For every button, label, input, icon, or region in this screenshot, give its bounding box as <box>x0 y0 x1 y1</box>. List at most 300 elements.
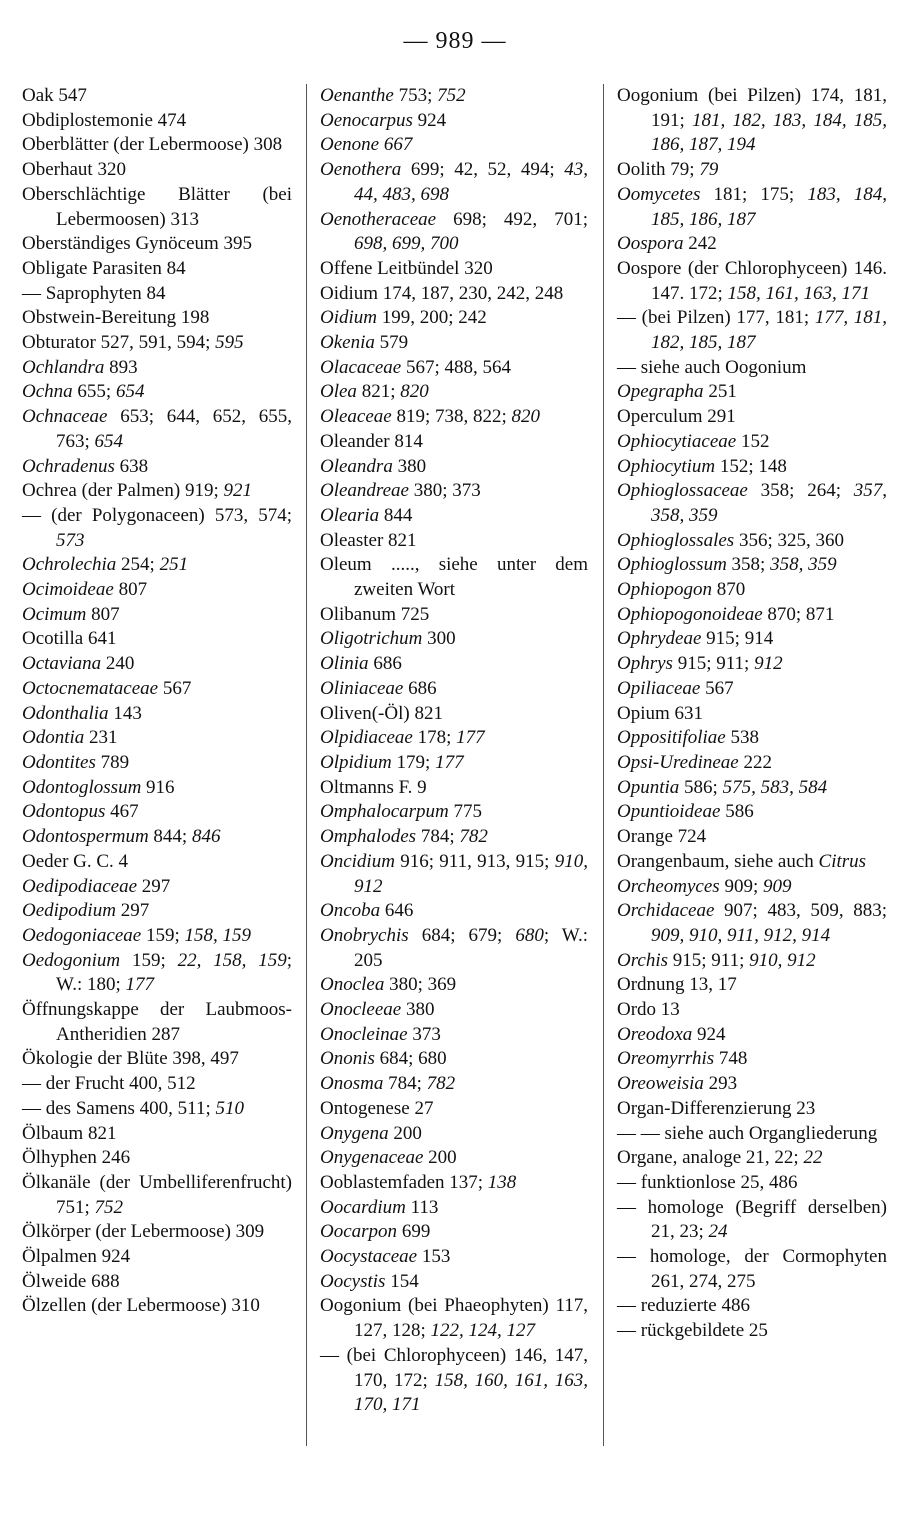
entry-text: 807 <box>86 603 120 625</box>
entry-text: 698, 699, 700 <box>354 233 459 255</box>
entry-text: ; W.: 180; <box>56 949 292 996</box>
entry-text: 181; 175; <box>700 183 808 205</box>
entry-text: Ölkanäle (der Umbelliferenfrucht) 751; <box>22 1171 292 1218</box>
entry-text: 909 <box>762 875 792 897</box>
entry-text: Ochrea (der Palmen) 919; <box>22 480 224 502</box>
index-entry <box>22 158 292 183</box>
entry-text: — des Samens 400, 511; <box>22 1097 216 1119</box>
entry-text: Oreomyrrhis <box>617 1048 715 1070</box>
entry-text: Opiliaceae <box>617 677 701 699</box>
entry-text: 579 <box>374 332 409 354</box>
index-entry <box>320 1270 588 1295</box>
entry-text: 138 <box>487 1171 517 1193</box>
index-entry <box>320 850 588 899</box>
index-entry <box>320 331 588 356</box>
index-entry <box>617 158 887 183</box>
entry-text: — siehe auch Oogonium <box>617 356 807 378</box>
entry-text: Oligotrichum <box>320 628 423 650</box>
index-entry <box>320 1122 588 1147</box>
entry-text: Oocardium <box>320 1196 406 1218</box>
column-divider <box>603 84 604 1446</box>
entry-text: Oenone <box>320 134 380 156</box>
entry-text: ; W.: 205 <box>354 924 588 971</box>
entry-text: 242 <box>683 233 717 255</box>
entry-text: 752 <box>94 1196 124 1218</box>
entry-text: 870; 871 <box>762 603 835 625</box>
index-entry <box>617 1047 887 1072</box>
entry-text: 915; 911; <box>672 653 755 675</box>
entry-text: Oncidium <box>320 850 395 872</box>
entry-text: Oocystis <box>320 1270 386 1292</box>
entry-text: Oleandreae <box>320 480 409 502</box>
entry-text: Oedipodiaceae <box>22 875 138 897</box>
index-entry <box>22 331 292 356</box>
index-entry <box>617 973 887 998</box>
entry-text: 916; 911, 913, 915; <box>394 850 555 872</box>
index-entry <box>22 1146 292 1171</box>
entry-text: Orcheomyces <box>617 875 720 897</box>
index-entry <box>320 109 588 134</box>
entry-text: Oppositifoliae <box>617 727 726 749</box>
entry-text: — (der Polygonaceen) 573, 574; <box>22 504 292 526</box>
index-entry <box>617 553 887 578</box>
entry-text: Orchis <box>617 949 669 971</box>
index-entry <box>22 1220 292 1245</box>
entry-text: Onoclea <box>320 974 385 996</box>
entry-text: Ophrys <box>617 653 673 675</box>
entry-text: Öffnungskappe der Laubmoos-Antheridien 287 <box>22 999 292 1045</box>
index-column-2 <box>320 84 588 1418</box>
entry-text: 915; 911; <box>668 949 750 971</box>
entry-text: 43, 44, 483, 698 <box>354 159 588 205</box>
entry-text: 297 <box>137 875 171 897</box>
index-entry <box>320 1146 588 1171</box>
entry-text: — reduzierte 486 <box>617 1295 750 1317</box>
entry-text: Oocarpon <box>320 1221 398 1243</box>
entry-text: 251 <box>703 381 737 403</box>
entry-text: Organ-Differenzierung 23 <box>617 1097 816 1119</box>
index-entry <box>617 1196 887 1245</box>
entry-text: 183, 184, 185, 186, 187 <box>651 183 888 230</box>
entry-text: 921 <box>223 480 253 502</box>
index-entry <box>617 578 887 603</box>
entry-text: Odontia <box>22 727 85 749</box>
index-entry <box>617 306 887 355</box>
entry-text: 158, 160, 161, 163, 170, 171 <box>354 1369 589 1416</box>
index-entry <box>22 504 292 553</box>
entry-text: Olpidium <box>320 751 392 773</box>
index-entry <box>617 1294 887 1319</box>
index-column-3 <box>617 84 887 1344</box>
index-entry <box>22 1122 292 1147</box>
entry-text: 910, 912 <box>749 949 816 971</box>
entry-text: Ochna <box>22 381 73 403</box>
entry-text: Odontites <box>22 751 96 773</box>
index-entry <box>320 627 588 652</box>
entry-text: Ölhyphen 246 <box>22 1147 131 1169</box>
entry-text: 907; 483, 509, 883; <box>714 900 887 922</box>
entry-text: Onobrychis <box>320 924 409 946</box>
entry-text: 844; <box>148 826 192 848</box>
page-number: — 989 — <box>403 28 507 54</box>
entry-text: Oospora <box>617 233 684 255</box>
index-entry <box>22 306 292 331</box>
entry-text: — Saprophyten 84 <box>22 282 166 304</box>
index-entry <box>617 232 887 257</box>
entry-text: Oberblätter (der Lebermoose) 308 <box>22 134 283 156</box>
index-entry <box>320 652 588 677</box>
entry-text: 251 <box>159 554 189 576</box>
entry-text: Odontospermum <box>22 826 149 848</box>
entry-text: 373 <box>407 1023 441 1045</box>
entry-text: 567 <box>700 677 734 699</box>
entry-text: Oleaster 821 <box>320 529 417 551</box>
entry-text: Oenotheraceae <box>320 208 437 230</box>
entry-text: Offene Leitbündel 320 <box>320 257 493 279</box>
index-entry <box>22 776 292 801</box>
index-entry <box>617 825 887 850</box>
entry-text: Oberständiges Gynöceum 395 <box>22 233 253 255</box>
entry-text: Ononis <box>320 1048 375 1070</box>
entry-text: 357, 358, 359 <box>651 480 887 526</box>
entry-text: 667 <box>383 134 413 156</box>
index-entry <box>320 1171 588 1196</box>
entry-text: Olinia <box>320 653 369 675</box>
index-entry <box>22 232 292 257</box>
index-entry <box>320 1047 588 1072</box>
entry-text: Onosma <box>320 1073 384 1095</box>
entry-text: 699 <box>397 1221 431 1243</box>
index-entry <box>22 455 292 480</box>
entry-text: 653; 644, 652, 655, 763; <box>56 406 292 452</box>
index-entry <box>22 405 292 454</box>
entry-text: Oidium 174, 187, 230, 242, 248 <box>320 282 564 304</box>
entry-text: 538 <box>725 727 759 749</box>
entry-text: Orangenbaum, siehe auch <box>617 850 819 872</box>
entry-text: Opegrapha <box>617 381 704 403</box>
entry-text: Ontogenese 27 <box>320 1097 434 1119</box>
entry-text: Ophioglossum <box>617 554 727 576</box>
index-entry <box>320 899 588 924</box>
entry-text: 586; <box>679 776 723 798</box>
entry-text: 748 <box>714 1048 748 1070</box>
entry-text: Onygena <box>320 1122 389 1144</box>
index-column-1 <box>22 84 292 1319</box>
index-entry <box>22 1294 292 1319</box>
index-entry <box>617 356 887 381</box>
entry-text: 686 <box>403 677 437 699</box>
entry-text: 819; 738, 822; <box>391 406 512 428</box>
entry-text: 567 <box>158 677 192 699</box>
index-entry <box>22 109 292 134</box>
index-entry <box>22 1270 292 1295</box>
entry-text: 22 <box>803 1147 823 1169</box>
entry-text: Odonthalia <box>22 702 109 724</box>
entry-text: 924 <box>692 1023 726 1045</box>
entry-text: Orange 724 <box>617 826 707 848</box>
entry-text: Operculum 291 <box>617 406 736 428</box>
entry-text: 752 <box>437 85 466 106</box>
entry-text: Oreoweisia <box>617 1073 704 1095</box>
entry-text: Ophioglossales <box>617 529 735 551</box>
entry-text: Ölweide 688 <box>22 1270 120 1292</box>
entry-text: 698; 492, 701; <box>436 208 588 230</box>
index-entry <box>617 603 887 628</box>
entry-text: 686 <box>368 653 402 675</box>
index-entry <box>617 1319 887 1344</box>
index-entry <box>320 1097 588 1122</box>
index-entry <box>320 1294 588 1343</box>
entry-text: Oltmanns F. 9 <box>320 776 427 798</box>
entry-text: Omphalodes <box>320 826 417 848</box>
entry-text: 784; <box>383 1073 427 1095</box>
entry-text: 910, 912 <box>354 850 588 897</box>
entry-text: 297 <box>115 900 150 922</box>
entry-text: 646 <box>380 900 414 922</box>
entry-text: — homologe, der Cormophyten 261, 274, 275 <box>617 1246 887 1292</box>
entry-text: Oreodoxa <box>617 1023 693 1045</box>
entry-text: Citrus <box>818 850 867 872</box>
index-entry <box>320 479 588 504</box>
entry-text: Obdiplostemonie 474 <box>22 109 187 131</box>
index-entry <box>320 430 588 455</box>
index-entry <box>22 1072 292 1097</box>
index-entry <box>22 652 292 677</box>
entry-text: — — siehe auch Organgliederung <box>617 1122 878 1144</box>
entry-text: Orchidaceae <box>617 900 715 922</box>
entry-text: 915; 914 <box>701 628 774 650</box>
index-entry <box>22 578 292 603</box>
index-entry <box>22 1245 292 1270</box>
entry-text: Oospore (der Chlorophyceen) 146. 147. 172; <box>617 257 887 304</box>
index-entry <box>617 455 887 480</box>
entry-text: Ophrydeae <box>617 628 702 650</box>
entry-text: Obturator 527, 591, 594; <box>22 332 216 354</box>
index-entry <box>617 702 887 727</box>
index-entry <box>320 1023 588 1048</box>
index-entry <box>320 677 588 702</box>
entry-text: 909; <box>719 875 763 897</box>
entry-text: 844 <box>379 504 413 526</box>
entry-text: Ölbaum 821 <box>22 1122 117 1144</box>
entry-text: Ophioglossaceae <box>617 480 748 502</box>
entry-text: 179; <box>391 751 436 773</box>
entry-text: 916 <box>141 776 175 798</box>
index-entry <box>320 504 588 529</box>
entry-text: Olacaceae <box>320 356 402 378</box>
entry-text: Oidium <box>320 307 377 329</box>
index-entry <box>22 627 292 652</box>
entry-text: 573 <box>56 529 85 551</box>
entry-text: Opuntia <box>617 776 680 798</box>
index-entry <box>617 652 887 677</box>
entry-text: Organe, analoge 21, 22; <box>617 1147 804 1169</box>
entry-text: Octaviana <box>22 653 102 675</box>
entry-text: — rückgebildete 25 <box>617 1320 768 1342</box>
entry-text: Oenothera <box>320 159 402 181</box>
index-entry <box>617 726 887 751</box>
entry-text: Oleander 814 <box>320 430 423 452</box>
entry-text: 24 <box>708 1221 728 1243</box>
index-entry <box>617 380 887 405</box>
entry-text: Ökologie der Blüte 398, 497 <box>22 1048 239 1070</box>
index-entry <box>617 627 887 652</box>
entry-text: 159; <box>141 924 185 946</box>
index-entry <box>22 1171 292 1220</box>
entry-text: 178; <box>412 727 457 749</box>
column-divider <box>306 84 307 1446</box>
entry-text: Oleandra <box>320 455 393 477</box>
index-entry <box>320 825 588 850</box>
entry-text: Oogonium (bei Pilzen) 174, 181, 191; <box>617 85 887 131</box>
index-entry <box>22 133 292 158</box>
index-entry <box>617 677 887 702</box>
entry-text: 177, 181, 182, 185, 187 <box>651 307 887 354</box>
index-entry <box>617 183 887 232</box>
entry-text: 586 <box>720 801 754 823</box>
entry-text: Oomycetes <box>617 183 701 205</box>
index-entry <box>320 800 588 825</box>
entry-text: 924 <box>412 109 447 131</box>
entry-text: 467 <box>105 801 139 823</box>
entry-text: 654 <box>94 430 124 452</box>
index-entry <box>617 899 887 948</box>
entry-text: 380 <box>401 999 435 1021</box>
entry-text: 684; 679; <box>408 924 516 946</box>
entry-text: 380 <box>392 455 427 477</box>
entry-text: — (bei Chlorophyceen) 146, 147, 170, 172; <box>320 1344 588 1391</box>
index-entry <box>617 1122 887 1147</box>
entry-text: Ölzellen (der Lebermoose) 310 <box>22 1295 260 1317</box>
entry-text: 200 <box>388 1122 422 1144</box>
index-entry <box>617 800 887 825</box>
index-entry <box>320 702 588 727</box>
entry-text: 152 <box>736 430 770 452</box>
entry-text: 380; 373 <box>409 480 481 502</box>
entry-text: Odontoglossum <box>22 776 142 798</box>
entry-text: 158, 161, 163, 171 <box>727 282 871 304</box>
entry-text: Ooblastemfaden 137; <box>320 1171 488 1193</box>
entry-text: Olearia <box>320 504 380 526</box>
index-entry <box>22 553 292 578</box>
entry-text: 154 <box>385 1270 419 1292</box>
index-entry <box>320 133 588 158</box>
index-entry <box>617 1171 887 1196</box>
entry-text: Odontopus <box>22 801 106 823</box>
entry-text: 912 <box>754 653 783 675</box>
entry-text: — funktionlose 25, 486 <box>617 1171 798 1193</box>
entry-text: 79 <box>699 159 719 181</box>
index-entry <box>320 356 588 381</box>
index-entry <box>617 257 887 306</box>
entry-text: 820 <box>511 406 541 428</box>
entry-text: Oedogoniaceae <box>22 924 142 946</box>
index-entry <box>617 850 887 875</box>
entry-text: Ölkörper (der Lebermoose) 309 <box>22 1221 265 1243</box>
index-entry <box>320 776 588 801</box>
entry-text: 231 <box>84 727 118 749</box>
entry-text: Olea <box>320 381 357 403</box>
entry-text: Onocleinae <box>320 1023 408 1045</box>
entry-text: — der Frucht 400, 512 <box>22 1073 196 1095</box>
entry-text: 680 <box>515 924 544 946</box>
index-entry <box>617 1023 887 1048</box>
entry-text: Ochrolechia <box>22 554 117 576</box>
entry-text: Oliniaceae <box>320 677 404 699</box>
index-entry <box>320 455 588 480</box>
entry-text: 177 <box>125 974 154 996</box>
index-entry <box>617 1245 887 1294</box>
index-entry <box>320 1220 588 1245</box>
index-entry <box>22 84 292 109</box>
entry-text: Oncoba <box>320 900 381 922</box>
index-entry <box>22 702 292 727</box>
index-entry <box>320 405 588 430</box>
index-entry <box>22 603 292 628</box>
entry-text: Omphalocarpum <box>320 801 449 823</box>
entry-text: Ordnung 13, 17 <box>617 974 737 996</box>
entry-text: 846 <box>191 826 221 848</box>
entry-text: 254; <box>116 554 160 576</box>
index-entry <box>320 208 588 257</box>
index-entry <box>320 553 588 602</box>
entry-text: Ophiopogonoideae <box>617 603 763 625</box>
index-entry <box>22 875 292 900</box>
entry-text: 510 <box>215 1097 245 1119</box>
entry-text: 654 <box>115 381 145 403</box>
entry-text: 143 <box>108 702 142 724</box>
index-entry <box>320 973 588 998</box>
index-entry <box>22 800 292 825</box>
entry-text: 655; <box>72 381 116 403</box>
entry-text: Ochnaceae <box>22 406 108 428</box>
index-entry <box>22 380 292 405</box>
entry-text: Ophiopogon <box>617 579 712 601</box>
index-entry <box>320 306 588 331</box>
entry-text: Ocimoideae <box>22 579 114 601</box>
entry-text: 113 <box>405 1196 439 1218</box>
entry-text: 177 <box>456 727 485 749</box>
entry-text: Oberhaut 320 <box>22 159 126 181</box>
entry-text: 122, 124, 127 <box>430 1320 536 1342</box>
entry-text: Oeder G. C. 4 <box>22 850 129 872</box>
entry-text: Olpidiaceae <box>320 727 413 749</box>
index-entry <box>320 1072 588 1097</box>
entry-text: Ophiocytiaceae <box>617 430 737 452</box>
index-entry <box>22 899 292 924</box>
entry-text: 684; 680 <box>374 1048 447 1070</box>
index-entry <box>320 1344 588 1418</box>
index-entry <box>22 1097 292 1122</box>
index-entry <box>22 998 292 1047</box>
index-entry <box>617 84 887 158</box>
entry-text: Olibanum 725 <box>320 603 430 625</box>
index-entry <box>22 751 292 776</box>
entry-text: Opium 631 <box>617 702 704 724</box>
entry-text: 152; 148 <box>715 455 787 477</box>
entry-text: 300 <box>422 628 456 650</box>
index-entry <box>22 825 292 850</box>
entry-text: Obstwein-Bereitung 198 <box>22 307 210 329</box>
entry-text: 199, 200; 242 <box>377 307 487 329</box>
entry-text: 893 <box>104 356 138 378</box>
index-entry <box>320 282 588 307</box>
entry-text: Ocimum <box>22 603 87 625</box>
entry-text: Ochradenus <box>22 455 115 477</box>
entry-text: 638 <box>114 455 149 477</box>
entry-text: 358; 264; <box>747 480 854 502</box>
index-entry <box>22 183 292 232</box>
